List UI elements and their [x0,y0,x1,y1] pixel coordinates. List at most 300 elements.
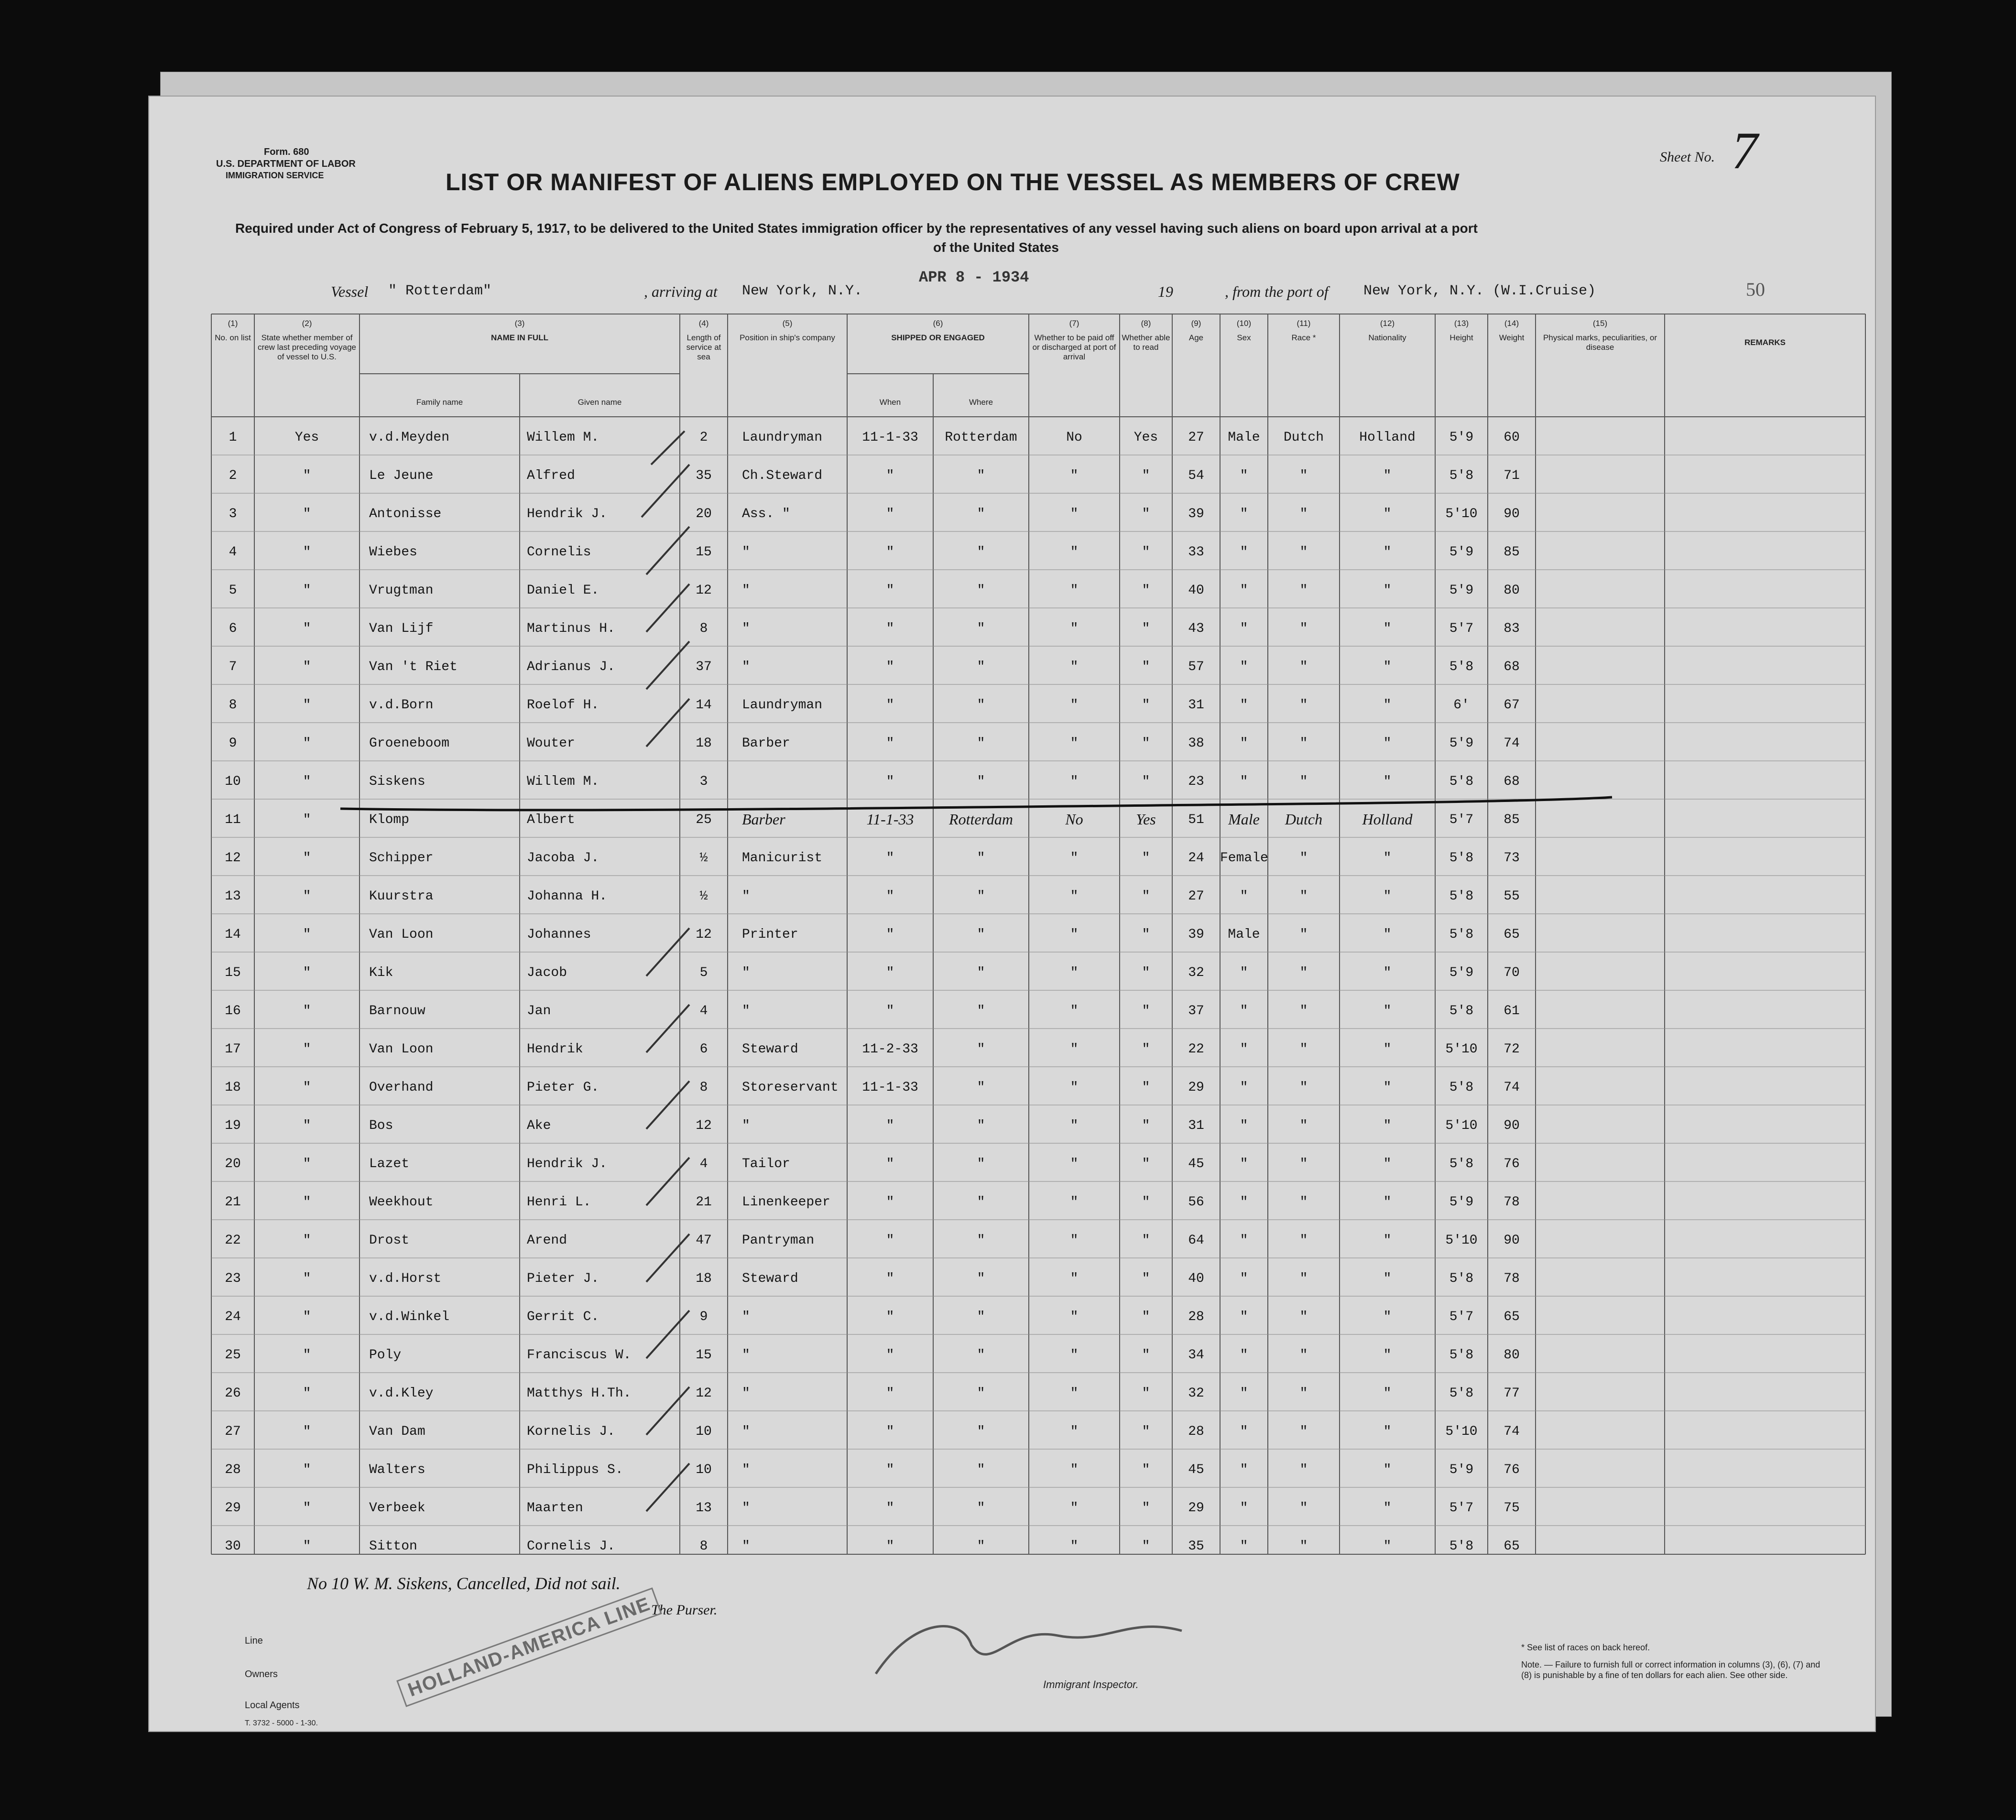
cell-weight: 67 [1504,698,1520,713]
cell-paid: No [1066,430,1082,445]
cell-service: 47 [696,1233,712,1248]
cell-service: 12 [696,1386,712,1401]
inspector-label: Immigrant Inspector. [1043,1679,1139,1690]
cell-weight: 78 [1504,1271,1520,1286]
column-header: No. on list [215,333,251,342]
cell-family: Van 't Riet [369,660,458,674]
column-number: (9) [1191,319,1201,328]
cell-age: 57 [1188,660,1204,674]
cell-race: " [1299,1348,1308,1363]
cell-position: " [742,1462,750,1477]
cell-age: 28 [1188,1310,1204,1324]
cell-prev: " [303,1042,311,1057]
cell-nat: " [1383,851,1392,866]
cell-read: " [1142,965,1150,980]
cell-where: " [977,1080,985,1095]
cell-paid: " [1070,851,1079,866]
vessel-label: Vessel [331,283,369,300]
cell-race: " [1299,698,1308,713]
cell-where: " [977,927,985,942]
cell-no: 23 [225,1271,241,1286]
cell-weight: 61 [1504,1004,1520,1018]
column-header: SHIPPED OR ENGAGED [891,333,985,342]
cell-race: Dutch [1285,811,1323,828]
cell-family: v.d.Born [369,698,434,713]
column-header: REMARKS [1744,338,1786,347]
cell-when: " [886,1462,894,1477]
cell-weight: 60 [1504,430,1520,445]
cell-paid: " [1070,1004,1079,1018]
column-header: Sex [1237,333,1251,342]
cell-no: 27 [225,1424,241,1439]
cell-where: " [977,1233,985,1248]
cell-read: Yes [1133,430,1158,445]
cell-when: " [886,1118,894,1133]
cell-service: 6 [699,1042,708,1057]
cell-prev: " [303,507,311,521]
cell-position: Steward [742,1042,798,1057]
cell-age: 56 [1188,1195,1204,1210]
cell-height: 5'7 [1449,1310,1474,1324]
cell-no: 13 [225,889,241,904]
cell-service: 12 [696,927,712,942]
cell-given: Martinus H. [527,621,615,636]
cell-family: v.d.Meyden [369,430,450,445]
cell-weight: 80 [1504,1348,1520,1363]
cell-service: 14 [696,698,712,713]
cell-when: " [886,736,894,751]
cell-prev: " [303,698,311,713]
cell-no: 3 [229,507,237,521]
cell-paid: " [1070,621,1079,636]
cell-where: " [977,774,985,789]
cell-family: Bos [369,1118,393,1133]
cell-given: Cornelis [527,545,591,560]
cell-position: " [742,1310,750,1324]
cell-where: " [977,1539,985,1554]
cell-read: " [1142,1118,1150,1133]
cell-no: 10 [225,774,241,789]
cell-read: " [1142,507,1150,521]
cell-race: " [1299,889,1308,904]
cell-weight: 76 [1504,1462,1520,1477]
cell-age: 32 [1188,1386,1204,1401]
cell-no: 28 [225,1462,241,1477]
cell-service: 18 [696,1271,712,1286]
cell-weight: 72 [1504,1042,1520,1057]
cell-position: " [742,1118,750,1133]
cell-height: 5'8 [1449,1271,1474,1286]
cell-paid: " [1070,698,1079,713]
cell-age: 64 [1188,1233,1204,1248]
cell-paid: " [1070,927,1079,942]
cell-no: 17 [225,1042,241,1057]
cell-given: Gerrit C. [527,1310,599,1324]
cell-service: 12 [696,583,712,598]
column-number: (2) [302,319,312,328]
cell-read: " [1142,1195,1150,1210]
cell-when: " [886,889,894,904]
cell-sex: " [1240,545,1248,560]
column-subheader: When [879,398,901,407]
cell-where: " [977,1348,985,1363]
cell-paid: " [1070,1348,1079,1363]
cell-paid: " [1070,1118,1079,1133]
cell-when: " [886,583,894,598]
cell-height: 5'7 [1449,812,1474,827]
column-header: Nationality [1368,333,1406,342]
cell-race: " [1299,1462,1308,1477]
cell-weight: 77 [1504,1386,1520,1401]
cell-service: 15 [696,1348,712,1363]
cell-sex: " [1240,1348,1248,1363]
column-header: Length of service at sea [686,333,721,361]
cell-race: " [1299,545,1308,560]
column-number: (6) [933,319,943,328]
cell-prev: " [303,1386,311,1401]
cell-read: " [1142,1004,1150,1018]
cell-when: " [886,965,894,980]
cell-nat: " [1383,1004,1392,1018]
cell-paid: " [1070,1462,1079,1477]
cell-when: " [886,621,894,636]
arriving-label: , arriving at [644,283,718,300]
cell-read: " [1142,1080,1150,1095]
cell-where: " [977,889,985,904]
cell-paid: " [1070,1157,1079,1171]
cell-age: 39 [1188,507,1204,521]
races-note: * See list of races on back hereof. [1521,1643,1650,1652]
cell-paid: " [1070,1080,1079,1095]
cell-where: " [977,736,985,751]
cell-weight: 65 [1504,1539,1520,1554]
cell-height: 5'8 [1449,468,1474,483]
cell-when: 11-1-33 [866,811,914,828]
column-number: (8) [1141,319,1151,328]
cell-height: 5'9 [1449,1462,1474,1477]
subtitle-line-1: Required under Act of Congress of February 5, 1917, to be delivered to the United States immigration officer by the representatives of any vessel having such aliens on board upon arrival at a port [235,221,1478,236]
cell-prev: " [303,1233,311,1248]
cell-family: Van Lijf [369,621,434,636]
cell-read: " [1142,545,1150,560]
cell-age: 27 [1188,430,1204,445]
cell-sex: Male [1228,927,1260,942]
cell-race: " [1299,1004,1308,1018]
cell-service: 4 [699,1157,708,1171]
cell-where: " [977,1271,985,1286]
cell-sex: " [1240,965,1248,980]
cell-paid: " [1070,965,1079,980]
cell-no: 25 [225,1348,241,1363]
from-port: New York, N.Y. (W.I.Cruise) [1363,283,1596,299]
column-number: (4) [698,319,709,328]
cell-weight: 78 [1504,1195,1520,1210]
cell-sex: " [1240,507,1248,521]
cell-nat: " [1383,774,1392,789]
cell-weight: 76 [1504,1157,1520,1171]
cell-nat: " [1383,1424,1392,1439]
cell-given: Jacoba J. [527,851,599,866]
cell-read: " [1142,583,1150,598]
cell-paid: " [1070,1539,1079,1554]
cell-where: " [977,545,985,560]
column-header: Whether to be paid off or discharged at port of arrival [1032,333,1116,361]
cell-race: " [1299,965,1308,980]
cell-read: " [1142,1348,1150,1363]
cell-no: 29 [225,1501,241,1516]
cell-position: " [742,660,750,674]
cell-position: Barber [742,811,785,828]
cell-age: 22 [1188,1042,1204,1057]
cell-height: 5'8 [1449,1386,1474,1401]
cell-family: Groeneboom [369,736,450,751]
cell-age: 29 [1188,1501,1204,1516]
cell-no: 12 [225,851,241,866]
punch-hole [90,1528,103,1540]
cell-height: 5'8 [1449,927,1474,942]
cell-where: " [977,660,985,674]
cell-no: 16 [225,1004,241,1018]
cell-nat: " [1383,1195,1392,1210]
cell-prev: " [303,1310,311,1324]
cell-age: 35 [1188,1539,1204,1554]
cell-read: " [1142,736,1150,751]
cell-height: 5'9 [1449,430,1474,445]
line-label: Line [245,1636,263,1646]
cell-where: " [977,621,985,636]
cell-given: Albert [527,812,575,827]
cell-family: Barnouw [369,1004,425,1018]
cell-height: 5'9 [1449,736,1474,751]
cell-nat: Holland [1362,811,1413,828]
cell-when: " [886,545,894,560]
cell-nat: " [1383,660,1392,674]
cell-age: 34 [1188,1348,1204,1363]
cell-sex: " [1240,1386,1248,1401]
cell-family: Drost [369,1233,410,1248]
cell-prev: " [303,1539,311,1554]
cell-height: 5'9 [1449,965,1474,980]
cell-age: 32 [1188,965,1204,980]
cell-race: " [1299,1271,1308,1286]
cell-race: " [1299,774,1308,789]
cell-family: Wiebes [369,545,417,560]
cell-position: Laundryman [742,430,823,445]
cell-no: 5 [229,583,237,598]
cell-when: " [886,774,894,789]
cell-given: Pieter J. [527,1271,599,1286]
cell-read: " [1142,698,1150,713]
cell-position: Steward [742,1271,798,1286]
print-code: T. 3732 - 5000 - 1-30. [245,1719,318,1727]
line-stamp: HOLLAND-AMERICA LINE [396,1587,662,1707]
cell-read: " [1142,1042,1150,1057]
cell-race: " [1299,1424,1308,1439]
cell-service: ½ [699,851,708,866]
cell-age: 29 [1188,1080,1204,1095]
cell-sex: " [1240,1501,1248,1516]
cell-age: 23 [1188,774,1204,789]
cell-when: 11-1-33 [862,1080,918,1095]
column-header: Weight [1499,333,1525,342]
cell-age: 27 [1188,889,1204,904]
cell-read: " [1142,621,1150,636]
cell-position: Storeservant [742,1080,839,1095]
cell-no: 19 [225,1118,241,1133]
cell-given: Willem M. [527,774,599,789]
cell-when: " [886,1348,894,1363]
cell-height: 5'9 [1449,545,1474,560]
cell-paid: " [1070,1386,1079,1401]
cell-when: " [886,1539,894,1554]
cell-weight: 70 [1504,965,1520,980]
cell-position: Manicurist [742,851,823,866]
cell-sex: Female [1220,851,1268,866]
owners-label: Owners [245,1669,278,1679]
cell-age: 43 [1188,621,1204,636]
column-number: (5) [782,319,793,328]
sheet-number: 7 [1732,121,1758,180]
cell-given: Henri L. [527,1195,591,1210]
cell-sex: " [1240,1310,1248,1324]
cell-family: v.d.Kley [369,1386,434,1401]
cell-position: " [742,965,750,980]
cell-weight: 74 [1504,1424,1520,1439]
cell-service: 9 [699,1310,708,1324]
local-agents-label: Local Agents [245,1700,300,1711]
cell-when: " [886,468,894,483]
cell-sex: " [1240,660,1248,674]
cell-paid: " [1070,507,1079,521]
cell-sex: " [1240,698,1248,713]
cell-family: Siskens [369,774,425,789]
cell-service: 3 [699,774,708,789]
punch-hole [90,950,103,962]
cell-no: 8 [229,698,237,713]
cell-prev: " [303,736,311,751]
cell-where: Rotterdam [945,430,1017,445]
cell-race: " [1299,1118,1308,1133]
cell-sex: " [1240,1195,1248,1210]
cell-family: Van Loon [369,1042,434,1057]
cell-paid: " [1070,1271,1079,1286]
cell-family: Poly [369,1348,402,1363]
cell-prev: " [303,889,311,904]
cell-nat: Holland [1359,430,1416,445]
cell-given: Franciscus W. [527,1348,632,1363]
cell-nat: " [1383,1271,1392,1286]
penalty-note: Note. — Failure to furnish full or correct information in columns (3), (6), (7) and (8) is punishable by a fine of ten dollars for each alien. See other side. [1521,1660,1820,1680]
cell-service: 20 [696,507,712,521]
vessel-name: " Rotterdam" [388,283,492,299]
corner-number: 50 [1746,279,1765,300]
cell-sex: " [1240,774,1248,789]
cell-family: Sitton [369,1539,417,1554]
cell-prev: " [303,583,311,598]
cell-where: " [977,1118,985,1133]
cell-race: " [1299,583,1308,598]
cell-weight: 65 [1504,927,1520,942]
cell-family: Overhand [369,1080,434,1095]
cell-paid: " [1070,1042,1079,1057]
cell-height: 5'10 [1445,1118,1478,1133]
page-title: LIST OR MANIFEST OF ALIENS EMPLOYED ON THE VESSEL AS MEMBERS OF CREW [446,169,1460,195]
cell-weight: 74 [1504,1080,1520,1095]
cell-service: 8 [699,621,708,636]
cell-nat: " [1383,468,1392,483]
cell-nat: " [1383,965,1392,980]
cell-position: " [742,1348,750,1363]
cell-service: 18 [696,736,712,751]
cell-read: " [1142,1501,1150,1516]
cell-where: " [977,965,985,980]
cell-height: 5'8 [1449,1348,1474,1363]
cell-family: Schipper [369,851,434,866]
cell-when: " [886,1004,894,1018]
cell-given: Philippus S. [527,1462,623,1477]
cell-height: 5'10 [1445,1424,1478,1439]
cell-sex: " [1240,1424,1248,1439]
cell-prev: " [303,1157,311,1171]
cell-nat: " [1383,1233,1392,1248]
cell-weight: 90 [1504,1118,1520,1133]
cell-prev: " [303,927,311,942]
column-header: Height [1449,333,1473,342]
cell-age: 28 [1188,1424,1204,1439]
cell-nat: " [1383,507,1392,521]
cell-height: 5'8 [1449,1157,1474,1171]
cell-nat: " [1383,927,1392,942]
cell-prev: " [303,1118,311,1133]
from-port-label: , from the port of [1225,283,1329,300]
column-subheader: Family name [416,398,463,407]
cell-position: " [742,1424,750,1439]
cell-when: " [886,1195,894,1210]
cell-no: 15 [225,965,241,980]
cell-when: 11-1-33 [862,430,918,445]
cell-position: Linenkeeper [742,1195,830,1210]
cell-sex: Male [1228,811,1260,828]
cell-where: " [977,1157,985,1171]
cell-paid: " [1070,468,1079,483]
cell-service: 25 [696,812,712,827]
column-number: (13) [1454,319,1469,328]
cell-weight: 65 [1504,1310,1520,1324]
cell-position: Ch.Steward [742,468,823,483]
cell-sex: " [1240,1539,1248,1554]
cell-prev: " [303,851,311,866]
cell-given: Alfred [527,468,575,483]
cell-read: " [1142,660,1150,674]
cell-service: 2 [699,430,708,445]
cell-family: Weekhout [369,1195,434,1210]
cell-paid: " [1070,545,1079,560]
cell-sex: " [1240,1042,1248,1057]
cell-where: " [977,1462,985,1477]
cell-family: Vrugtman [369,583,434,598]
service-name: IMMIGRATION SERVICE [226,171,324,180]
cell-service: 15 [696,545,712,560]
cell-nat: " [1383,1462,1392,1477]
cell-family: Kik [369,965,393,980]
cell-paid: " [1070,1233,1079,1248]
cell-age: 37 [1188,1004,1204,1018]
column-header: Whether able to read [1122,333,1170,352]
cell-height: 5'9 [1449,583,1474,598]
cell-where: " [977,583,985,598]
column-number: (15) [1592,319,1608,328]
cell-where: " [977,468,985,483]
